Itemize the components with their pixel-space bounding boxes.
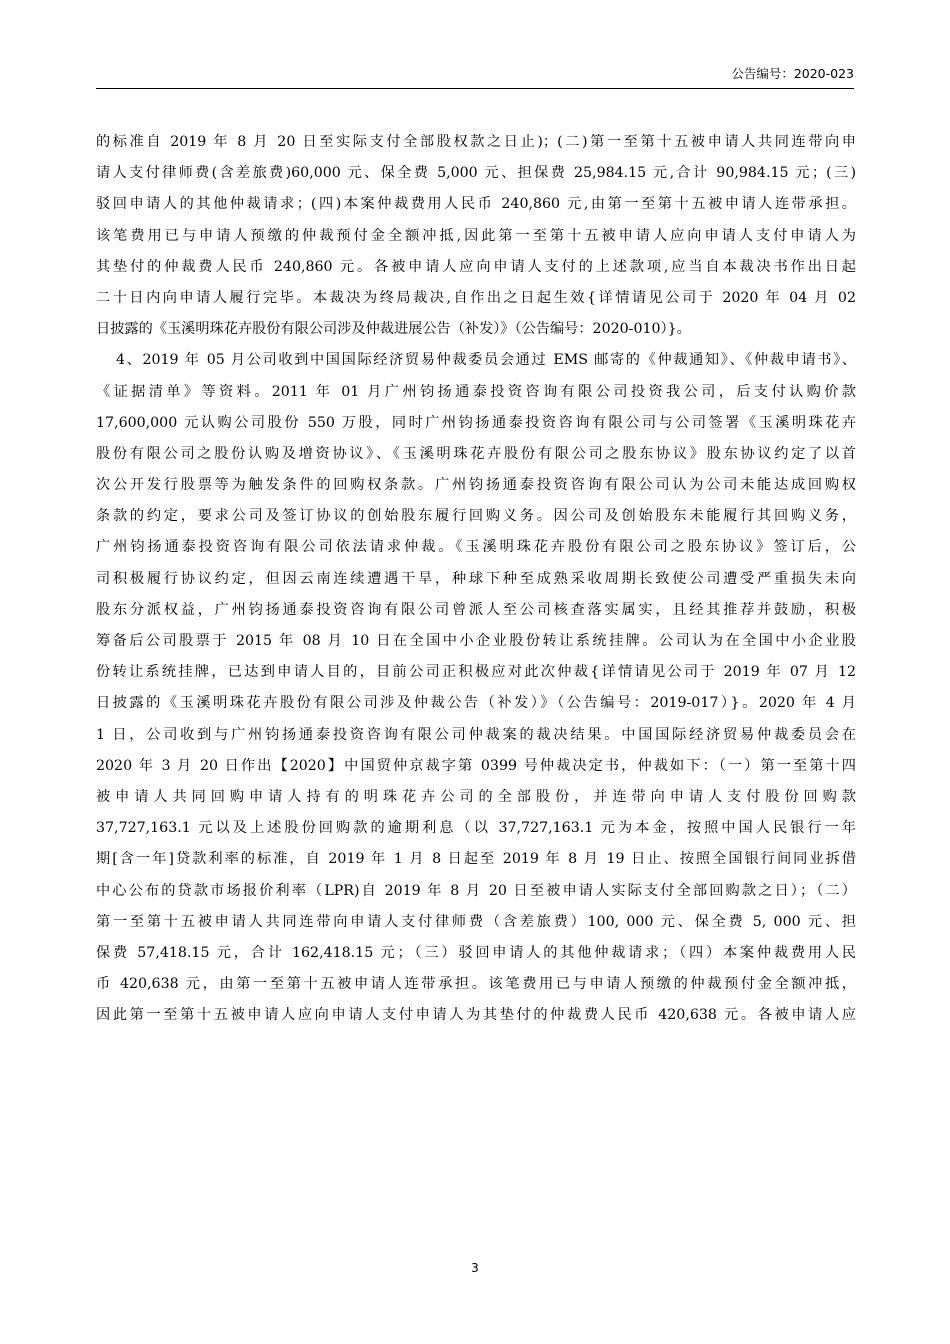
text-line: 37,727,163.1 元以及上述股份回购款的逾期利息（以 37,727,163.1 元为本金，按照中国人民银行一年 bbox=[96, 820, 856, 837]
text-line: 筹备后公司股票于 2015 年 08 月 10 日在全国中小企业股份转让系统挂牌。公司认为在全国中小企业股 bbox=[96, 633, 856, 649]
paragraph-arbitration-result-continued bbox=[96, 127, 856, 345]
text-line: 次公开发行股票等为触发条件的回购权条款。广州钧扬通泰投资咨询有限公司认为公司未能达成回购权 bbox=[96, 477, 856, 494]
text-line: 币 420,638 元，由第一至第十五被申请人连带承担。该笔费用已与申请人预缴的仲裁预付金全额冲抵， bbox=[96, 976, 856, 993]
text-line: 的标准自 2019 年 8 月 20 日至实际支付全部股权款之日止)；(二)第一至第十五被申请人共同连带向申 bbox=[96, 134, 856, 150]
text-line: 1 日，公司收到与广州钧扬通泰投资咨询有限公司仲裁案的裁决结果。中国国际经济贸易仲裁委员会在 bbox=[96, 726, 856, 743]
text-line: 日披露的《玉溪明珠花卉股份有限公司涉及仲裁进展公告（补发）》（公告编号：2020-010）}。 bbox=[96, 321, 691, 338]
text-line: 2020 年 3 月 20 日作出【2020】中国贸仲京裁字第 0399 号仲裁决定书，仲裁如下：（一）第一至第十四 bbox=[96, 757, 856, 774]
text-line: 日披露的《玉溪明珠花卉股份有限公司涉及仲裁公告（补发）》（公告编号：2019-017）}。2020 年 4 月 bbox=[96, 695, 856, 712]
text-line: 请人支付律师费(含差旅费)60,000 元、保全费 5,000 元、担保费 25,984.15 元,合计 90,984.15 元；(三) bbox=[96, 165, 856, 182]
text-line: 第一至第十五被申请人共同连带向申请人支付律师费（含差旅费）100, 000 元、保全费 5, 000 元、担 bbox=[96, 913, 856, 930]
text-line: 份转让系统挂牌，已达到申请人目的，目前公司正积极应对此次仲裁{详情请见公司于 2019 年 07 月 12 bbox=[96, 664, 856, 681]
page-header bbox=[96, 64, 854, 89]
text-line: 中心公布的贷款市场报价利率（LPR)自 2019 年 8 月 20 日至被申请人实际支付全部回购款之日）；（二） bbox=[96, 882, 856, 899]
announcement-number: 公告编号：2020-023 bbox=[731, 66, 854, 81]
text-line: 条款的约定，要求公司及签订协议的创始股东履行回购义务。因公司及创始股东未能履行其回购义务， bbox=[96, 508, 856, 525]
text-line: 期[含一年]贷款利率的标准，自 2019 年 1 月 8 日起至 2019 年 8 月 19 日止、按照全国银行间同业拆借 bbox=[96, 851, 856, 868]
text-line: 《证据清单》等资料。2011 年 01 月广州钧扬通泰投资咨询有限公司投资我公司，后支付认购价款 bbox=[96, 383, 856, 400]
page-number: 3 bbox=[471, 1261, 479, 1275]
text-line: 其垫付的仲裁费人民币 240,860 元。各被申请人应向申请人支付的上述款项,应当自本裁决书作出日起 bbox=[96, 258, 856, 275]
text-line: 保费 57,418.15 元，合计 162,418.15 元；（三）驳回申请人的其他仲裁请求；（四）本案仲裁费用人民 bbox=[96, 944, 856, 961]
text-line: 因此第一至第十五被申请人应向申请人支付申请人为其垫付的仲裁费人民币 420,638 元。各被申请人应 bbox=[96, 1007, 856, 1024]
text-line: 司积极履行协议约定，但因云南连续遭遇干旱，种球下种至成熟采收周期长致使公司遭受严重损失未向 bbox=[96, 570, 856, 587]
text-line: 二十日内向申请人履行完毕。本裁决为终局裁决,自作出之日起生效{详情请见公司于 2020 年 04 月 02 bbox=[96, 289, 856, 306]
text-line: 广州钧扬通泰投资咨询有限公司依法请求仲裁。《玉溪明珠花卉股份有限公司之股东协议》签订后，公 bbox=[96, 539, 856, 556]
text-line: 17,600,000 元认购公司股份 550 万股，同时广州钧扬通泰投资咨询有限公司与公司签署《玉溪明珠花卉 bbox=[96, 414, 856, 431]
text-line: 驳回申请人的其他仲裁请求；(四)本案仲裁费用人民币 240,860 元,由第一至第十五被申请人连带承担。 bbox=[96, 196, 856, 213]
text-line: 该笔费用已与申请人预缴的仲裁预付金全额冲抵,因此第一至第十五被申请人应向申请人支付申请人为 bbox=[96, 227, 856, 244]
text-line: 被申请人共同回购申请人持有的明珠花卉公司的全部股份，并连带向申请人支付股份回购款 bbox=[96, 788, 856, 805]
paragraph-item-4 bbox=[96, 345, 856, 1031]
text-line: 股份有限公司之股份认购及增资协议》、《玉溪明珠花卉股份有限公司之股东协议》股东协议约定了以首 bbox=[96, 445, 856, 462]
text-line: 4、2019 年 05 月公司收到中国国际经济贸易仲裁委员会通过 EMS 邮寄的《仲裁通知》、《仲裁申请书》、 bbox=[116, 352, 856, 369]
text-line: 股东分派权益，广州钧扬通泰投资咨询有限公司曾派人至公司核查落实属实，且经其推荐并鼓励，积极 bbox=[96, 601, 856, 618]
document-body bbox=[96, 127, 856, 1031]
